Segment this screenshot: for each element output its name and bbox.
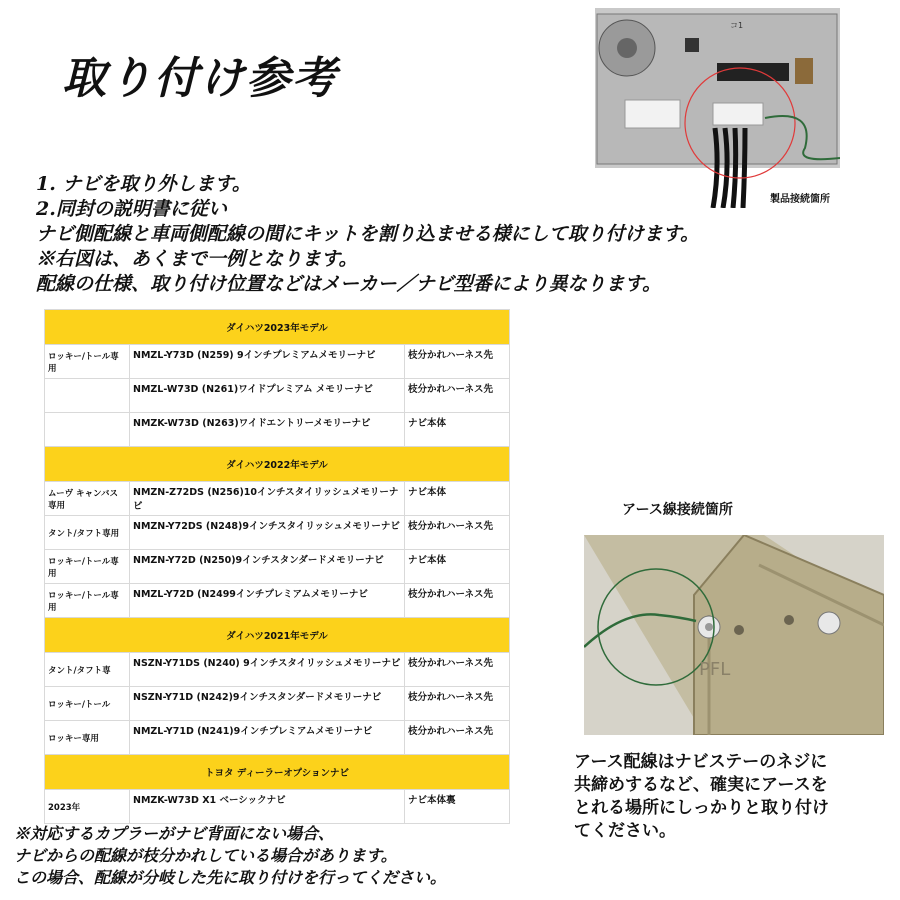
table-cell-category: ロッキー/トール専用: [45, 345, 130, 379]
section-header: ダイハツ2023年モデル: [45, 310, 510, 345]
notes: [14, 823, 446, 889]
earth-instruction-line: 共締めするなど、確実にアースを: [574, 775, 828, 795]
table-cell-model: NMZN-Y72D (N250)9インチスタンダードメモリーナビ: [130, 550, 405, 584]
note-line: ナビからの配線が枝分かれしている場合があります。: [14, 846, 397, 865]
table-cell-model: NMZK-W73D (N263)ワイドエントリーメモリーナビ: [130, 413, 405, 447]
table-cell-category: タント/タフト専: [45, 653, 130, 687]
table-cell-category: [45, 413, 130, 447]
compatibility-table: [44, 309, 510, 824]
earth-connection-photo: [584, 535, 884, 735]
table-cell-model: NSZN-Y71DS (N240) 9インチスタイリッシュメモリーナビ: [130, 653, 405, 687]
table-cell-model: NMZK-W73D X1 ベーシックナビ: [130, 790, 405, 824]
table-cell-category: ロッキー/トール: [45, 687, 130, 721]
instruction-line: 1. ナビを取り外します。: [36, 173, 251, 195]
table-cell-model: NSZN-Y71D (N242)9インチスタンダードメモリーナビ: [130, 687, 405, 721]
table-cell-location: 枝分かれハーネス先: [405, 653, 510, 687]
table-cell-location: 枝分かれハーネス先: [405, 584, 510, 618]
instruction-line: ナビ側配線と車両側配線の間にキットを割り込ませる様にして取り付けます。: [36, 223, 700, 245]
section-header: ダイハツ2021年モデル: [45, 618, 510, 653]
section-header: トヨタ ディーラーオプションナビ: [45, 755, 510, 790]
table-cell-location: ナビ本体裏: [405, 790, 510, 824]
table-cell-location: 枝分かれハーネス先: [405, 379, 510, 413]
table-cell-location: ナビ本体: [405, 413, 510, 447]
table-cell-model: NMZL-Y72D (N2499インチプレミアムメモリーナビ: [130, 584, 405, 618]
table-cell-category: タント/タフト専用: [45, 516, 130, 550]
instruction-line: ※右図は、あくまで一例となります。: [36, 248, 358, 270]
table-cell-location: 枝分かれハーネス先: [405, 721, 510, 755]
svg-text:コ1: コ1: [730, 21, 744, 30]
photo-stamp: PFL: [699, 659, 731, 680]
earth-instructions: [574, 751, 894, 843]
earth-instruction-line: とれる場所にしっかりと取り付け: [574, 798, 829, 818]
table-cell-category: ロッキー/トール専用: [45, 550, 130, 584]
earth-instruction-line: てください。: [574, 821, 676, 841]
table-cell-model: NMZL-Y71D (N241)9インチプレミアムメモリーナビ: [130, 721, 405, 755]
table-cell-category: 2023年: [45, 790, 130, 824]
earth-instruction-line: アース配線はナビステーのネジに: [574, 752, 828, 772]
table-cell-location: 枝分かれハーネス先: [405, 345, 510, 379]
instruction-line: 2.同封の説明書に従い: [36, 198, 227, 220]
table-cell-model: NMZL-Y73D (N259) 9インチプレミアムメモリーナビ: [130, 345, 405, 379]
table-cell-location: 枝分かれハーネス先: [405, 516, 510, 550]
table-cell-model: NMZN-Y72DS (N248)9インチスタイリッシュメモリーナビ: [130, 516, 405, 550]
instructions: [36, 172, 699, 297]
table-cell-location: ナビ本体: [405, 482, 510, 516]
photo-caption: 製品接続箇所: [770, 194, 830, 205]
table-cell-category: ムーヴ キャンバス専用: [45, 482, 130, 516]
table-cell-location: 枝分かれハーネス先: [405, 687, 510, 721]
section-header: ダイハツ2022年モデル: [45, 447, 510, 482]
note-line: この場合、配線が分岐した先に取り付けを行ってください。: [14, 868, 447, 887]
table-cell-model: NMZN-Z72DS (N256)10インチスタイリッシュメモリーナビ: [130, 482, 405, 516]
table-cell-category: ロッキー/トール専用: [45, 584, 130, 618]
page-title: 取り付け参考: [62, 53, 338, 104]
table-cell-location: ナビ本体: [405, 550, 510, 584]
table-cell-model: NMZL-W73D (N261)ワイドプレミアム メモリーナビ: [130, 379, 405, 413]
instruction-line: 配線の仕様、取り付け位置などはメーカー／ナビ型番により異なります。: [36, 273, 662, 295]
earth-section-title: アース線接続箇所: [622, 502, 733, 518]
table-cell-category: ロッキー専用: [45, 721, 130, 755]
note-line: ※対応するカプラーがナビ背面にない場合、: [14, 824, 335, 843]
table-cell-category: [45, 379, 130, 413]
